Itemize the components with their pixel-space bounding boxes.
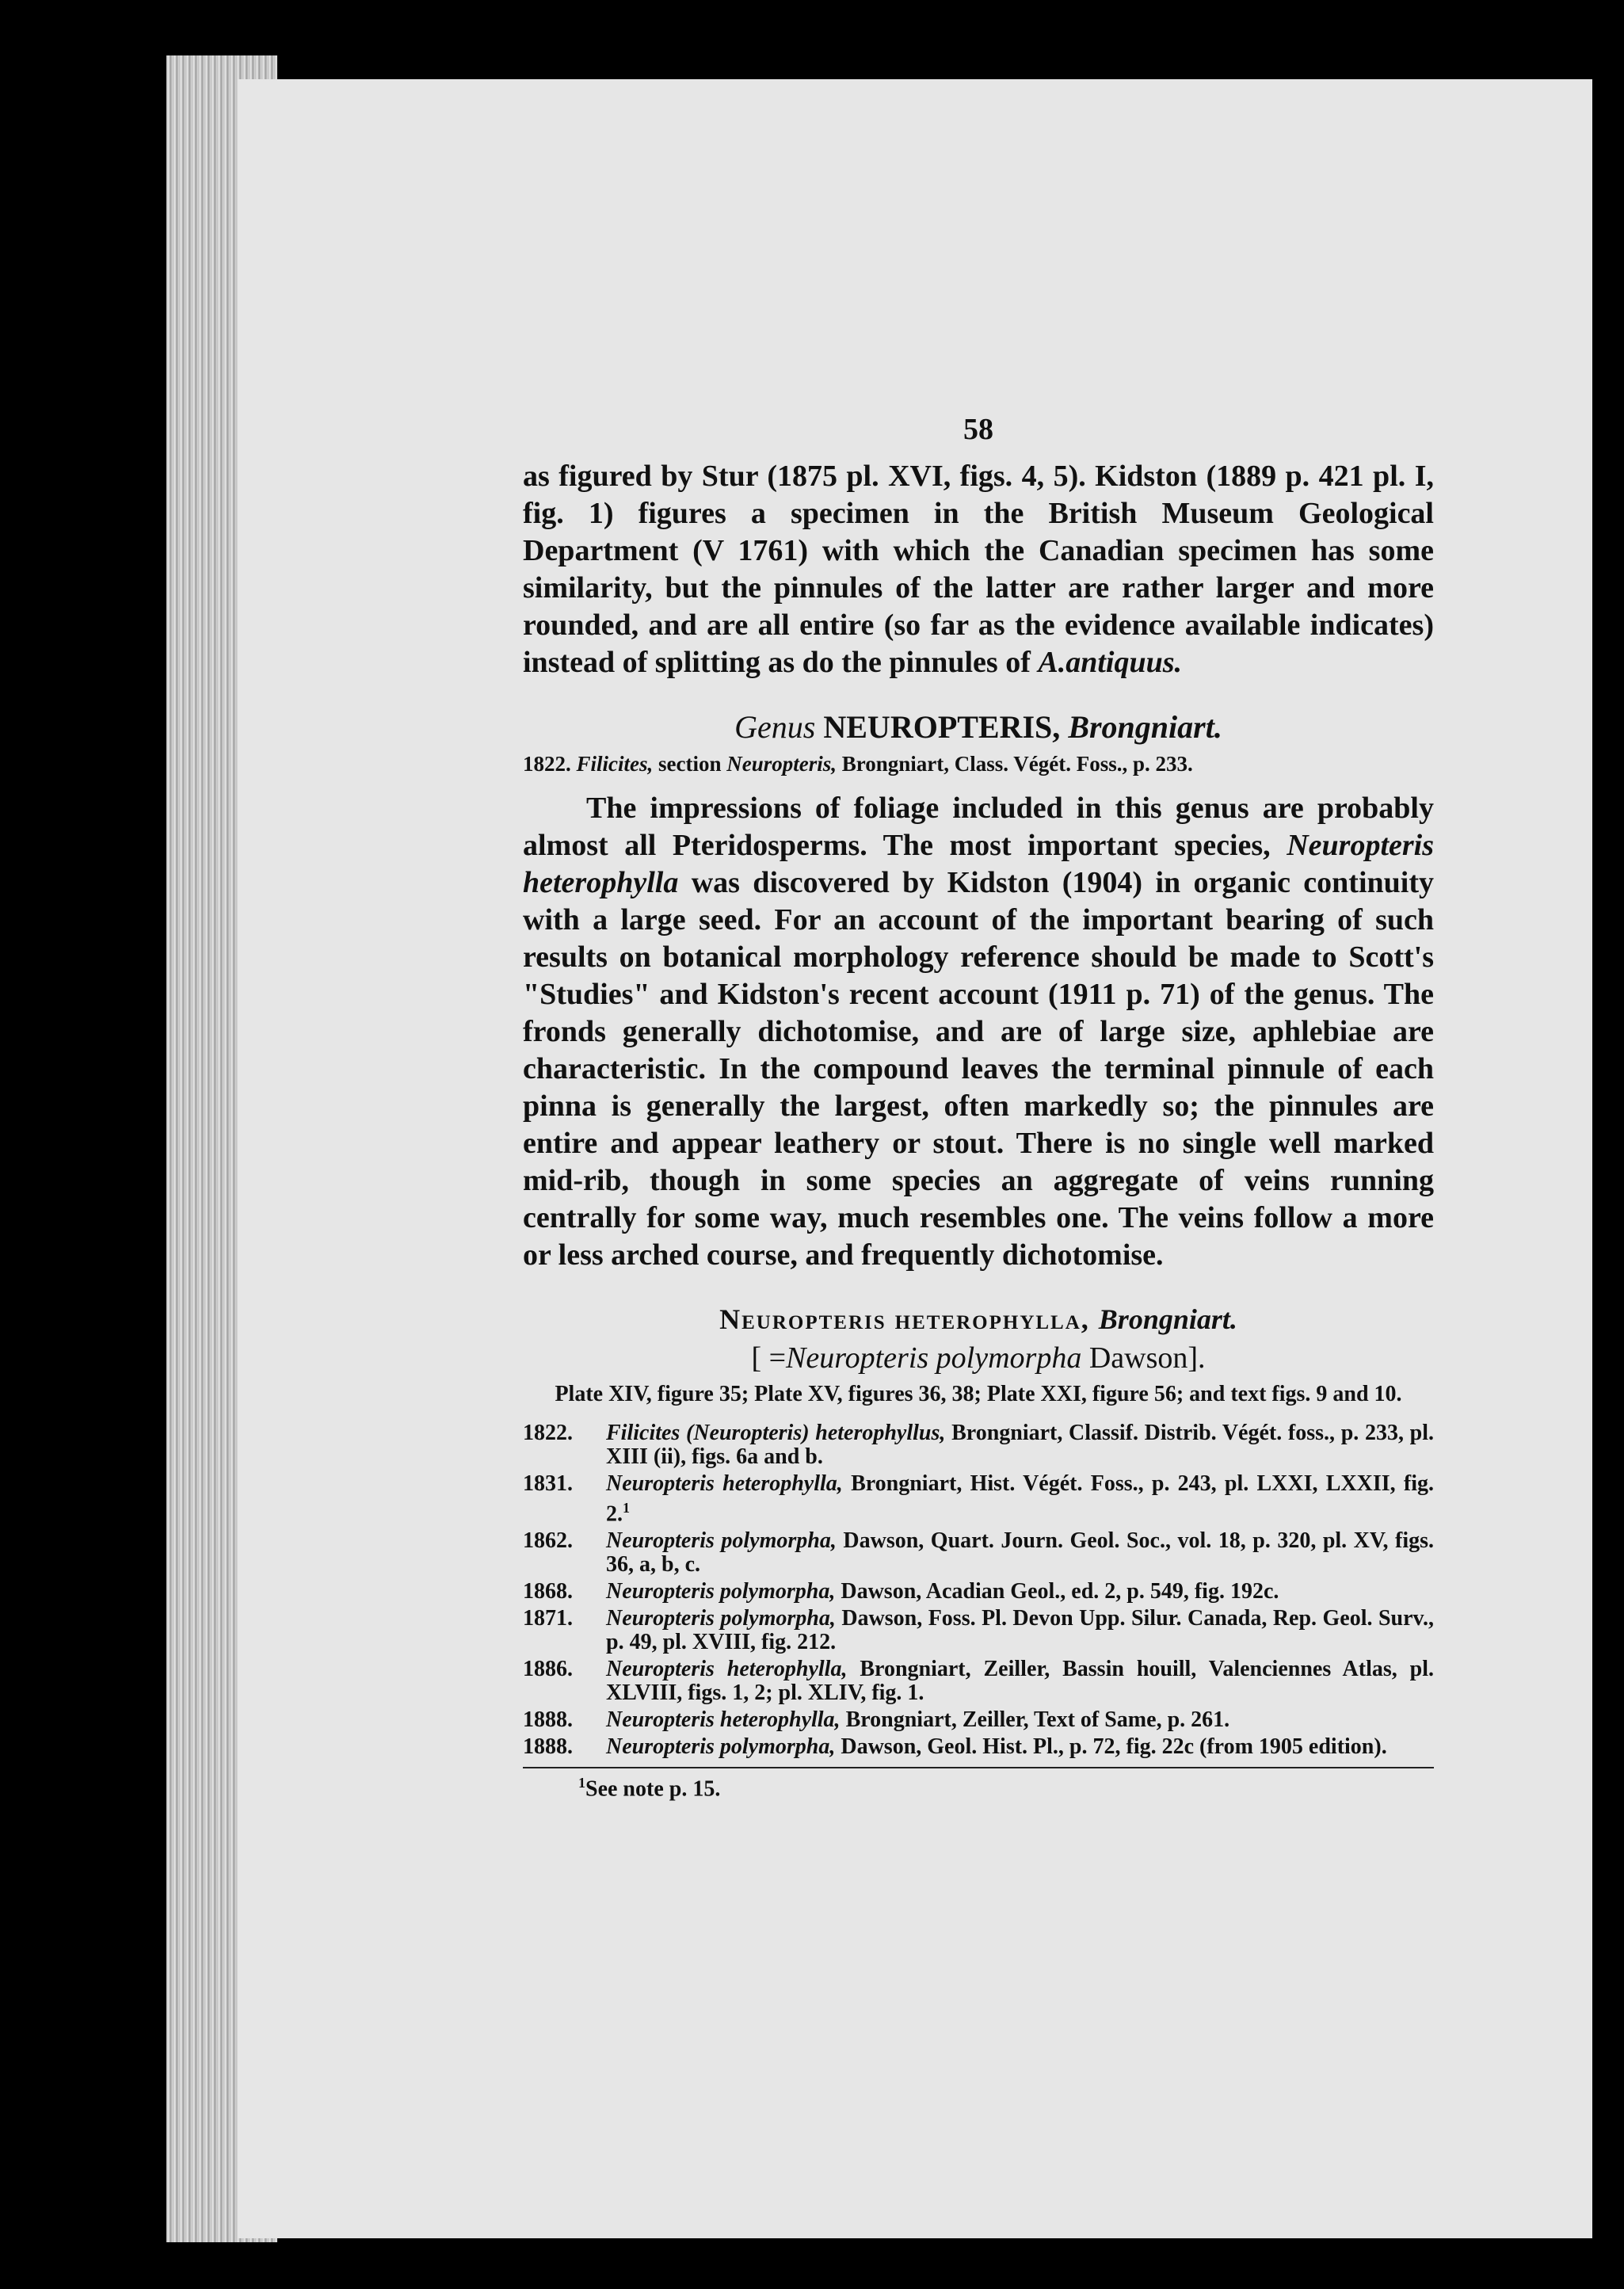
page-content: [523, 412, 1434, 1803]
entry-rest: Brongniart, Zeiller, Text of Same, p. 261.: [845, 1707, 1230, 1733]
entry-rest: Brongniart, Zeiller, Bassin houill, Valenciennes Atlas, pl. XLVIII, figs. 1, 2; pl. XLIV, fig. 1.: [606, 1657, 1435, 1706]
paragraph-2-start: The impressions of foliage included in this genus are probably almost all Pteridosperms. The most important species,: [523, 792, 1434, 862]
genus-name: NEUROPTERIS,: [823, 709, 1061, 745]
footnote-marker: 1: [623, 1500, 630, 1516]
genus-prefix: Genus: [734, 709, 816, 745]
entry-name: Neuropteris polymorpha,: [606, 1528, 837, 1554]
entry-name: Neuropteris polymorpha,: [606, 1734, 836, 1760]
synonymy-entry: [523, 1529, 1434, 1577]
synonym-author: Dawson].: [1088, 1341, 1206, 1375]
genus-citation-section-name: Neuropteris,: [726, 752, 837, 776]
entry-rest: Dawson, Acadian Geol., ed. 2, p. 549, fig. 192c.: [841, 1579, 1279, 1604]
entry-year: 1822.: [523, 1421, 573, 1445]
entry-text: [606, 1607, 1434, 1654]
genus-citation-section: section: [658, 752, 722, 776]
footnote-text: See note p. 15.: [585, 1776, 721, 1802]
species-heading: [523, 1303, 1434, 1336]
paragraph-genus-description: [523, 790, 1434, 1274]
entry-name: Filicites (Neuropteris) heterophyllus,: [606, 1421, 946, 1445]
paragraph-1-text: as figured by Stur (1875 pl. XVI, figs. 4, 5). Kidston (1889 p. 421 pl. I, fig. 1) figures a specimen in the British Museum Geological Department (V 1761) with which the Canadian specimen has some similarity, but the pinnules of the latter are rather larger and more rounded, and are all entire (so far as the evidence available indicates) instead of splitting as do the pinnules of: [523, 460, 1434, 679]
entry-rest: Dawson, Geol. Hist. Pl., p. 72, fig. 22c (from 1905 edition).: [841, 1734, 1387, 1760]
entry-year: 1888.: [523, 1734, 573, 1760]
page-number: 58: [963, 413, 993, 446]
paragraph-1-italic: A.antiquus.: [1038, 646, 1183, 679]
synonymy-entry: [523, 1580, 1434, 1604]
synonym-open: [ =: [751, 1341, 787, 1375]
entry-text: [606, 1735, 1434, 1759]
plates-reference: Plate XIV, figure 35; Plate XV, figures 36, 38; Plate XXI, figure 56; and text figs. 9 and 10.: [555, 1382, 1402, 1406]
synonymy-list: [523, 1421, 1434, 1759]
entry-rest: Brongniart, Hist. Végét. Foss., p. 243, pl. LXXI, LXXII, fig. 2.: [606, 1471, 1435, 1527]
synonymy-entry: [523, 1708, 1434, 1732]
synonym-name: Neuropteris polymorpha: [786, 1341, 1082, 1375]
entry-name: Neuropteris heterophylla,: [606, 1657, 848, 1682]
entry-text: [606, 1529, 1434, 1577]
entry-year: 1862.: [523, 1528, 573, 1554]
entry-name: Neuropteris polymorpha,: [606, 1606, 836, 1631]
paragraph-2-end: was discovered by Kidston (1904) in organic continuity with a large seed. For an account of the important bearing of such results on botanical morphology reference should be made to Scott's "Studies" and Kidston's recent account (1911 p. 71) of the genus. The fronds generally dichotomise, and are of large size, aphlebiae are characteristic. In the compound leaves the terminal pinnule of each pinna is generally the largest, often markedly so; the pinnules are entire and appear leathery or stout. There is no single well marked mid-rib, though in some species an aggregate of veins running centrally for some way, much resembles one. The veins follow a more or less arched course, and frequently dichotomise.: [523, 866, 1434, 1272]
footnote-mark: 1: [578, 1775, 585, 1791]
entry-name: Neuropteris heterophylla,: [606, 1707, 841, 1733]
synonymy-entry: [523, 1735, 1434, 1759]
genus-citation-year: 1822.: [523, 752, 571, 776]
genus-citation-rest: Brongniart, Class. Végét. Foss., p. 233.: [841, 752, 1193, 776]
synonymy-entry: [523, 1607, 1434, 1654]
entry-name: Neuropteris polymorpha,: [606, 1579, 836, 1604]
entry-rest: Dawson, Quart. Journ. Geol. Soc., vol. 18, p. 320, pl. XV, figs. 36, a, b, c.: [606, 1528, 1435, 1578]
footnote-divider: [523, 1767, 1434, 1768]
species-name: Neuropteris heterophylla,: [719, 1303, 1090, 1335]
genus-citation: [523, 750, 1434, 777]
genus-author: Brongniart.: [1068, 709, 1222, 745]
footnote: [523, 1775, 1434, 1802]
entry-year: 1886.: [523, 1657, 573, 1682]
entry-year: 1871.: [523, 1606, 573, 1631]
entry-rest: Brongniart, Classif. Distrib. Végét. foss., p. 233, pl. XIII (ii), figs. 6a and b.: [606, 1421, 1435, 1469]
entry-text: [606, 1472, 1434, 1526]
entry-text: [606, 1708, 1434, 1732]
paragraph-continuation: [523, 458, 1434, 681]
entry-year: 1831.: [523, 1471, 573, 1496]
genus-heading: [523, 708, 1434, 746]
synonymy-entry: [523, 1658, 1434, 1705]
species-author: Brongniart.: [1098, 1303, 1237, 1335]
paragraph-2-italic: Neuropteris heterophylla: [523, 829, 1435, 899]
genus-citation-name: Filicites,: [576, 752, 654, 776]
entry-year: 1868.: [523, 1579, 573, 1604]
book-page: [238, 79, 1592, 2238]
species-synonym: [523, 1341, 1434, 1375]
entry-rest: Dawson, Foss. Pl. Devon Upp. Silur. Canada, Rep. Geol. Surv., p. 49, pl. XVIII, fig. 212.: [606, 1606, 1435, 1655]
synonymy-entry: [523, 1421, 1434, 1469]
entry-year: 1888.: [523, 1707, 573, 1733]
synonymy-entry: [523, 1472, 1434, 1526]
entry-name: Neuropteris heterophylla,: [606, 1471, 843, 1496]
entry-text: [606, 1580, 1434, 1604]
entry-text: [606, 1421, 1434, 1469]
entry-text: [606, 1658, 1434, 1705]
